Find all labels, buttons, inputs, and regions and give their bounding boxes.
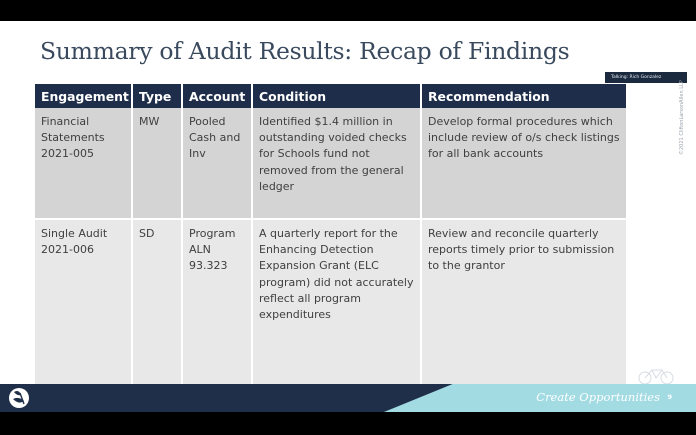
slide-title: Summary of Audit Results: Recap of Findings [40,37,570,65]
presentation-slide [0,21,696,412]
table-row [35,219,627,389]
cell-recommendation: Develop formal procedures which include review of o/s check listings for all bank accounts [421,108,627,219]
cell-condition: A quarterly report for the Enhancing Detection Expansion Grant (ELC program) did not accurately reflect all program expenditures [252,219,421,389]
cell-recommendation: Review and reconcile quarterly reports timely prior to submission to the grantor [421,219,627,389]
cell-account: Pooled Cash and Inv [182,108,252,219]
footer-tagline: Create Opportunities [536,390,660,404]
table-row [35,108,627,219]
cell-engagement: Single Audit 2021-006 [35,219,132,389]
cell-account: Program ALN 93.323 [182,219,252,389]
cell-condition: Identified $1.4 million in outstanding voided checks for Schools fund not removed from the general ledger [252,108,421,219]
header-condition: Condition [252,84,421,108]
header-type: Type [132,84,182,108]
header-engagement: Engagement [35,84,132,108]
talking-indicator: Talking: Rich Gonzalez [605,72,687,83]
copyright-text: ©2021 CliftonLarsonAllen LLP [679,80,685,155]
cla-logo-icon [8,387,30,409]
audit-findings-table [35,84,628,389]
table-header-row [35,84,627,108]
cell-type: MW [132,108,182,219]
header-account: Account [182,84,252,108]
cell-engagement: Financial Statements 2021-005 [35,108,132,219]
header-recommendation: Recommendation [421,84,627,108]
bicycle-icon [636,367,676,385]
page-number: 9 [667,393,672,401]
copyright-notice [679,35,689,155]
cell-type: SD [132,219,182,389]
